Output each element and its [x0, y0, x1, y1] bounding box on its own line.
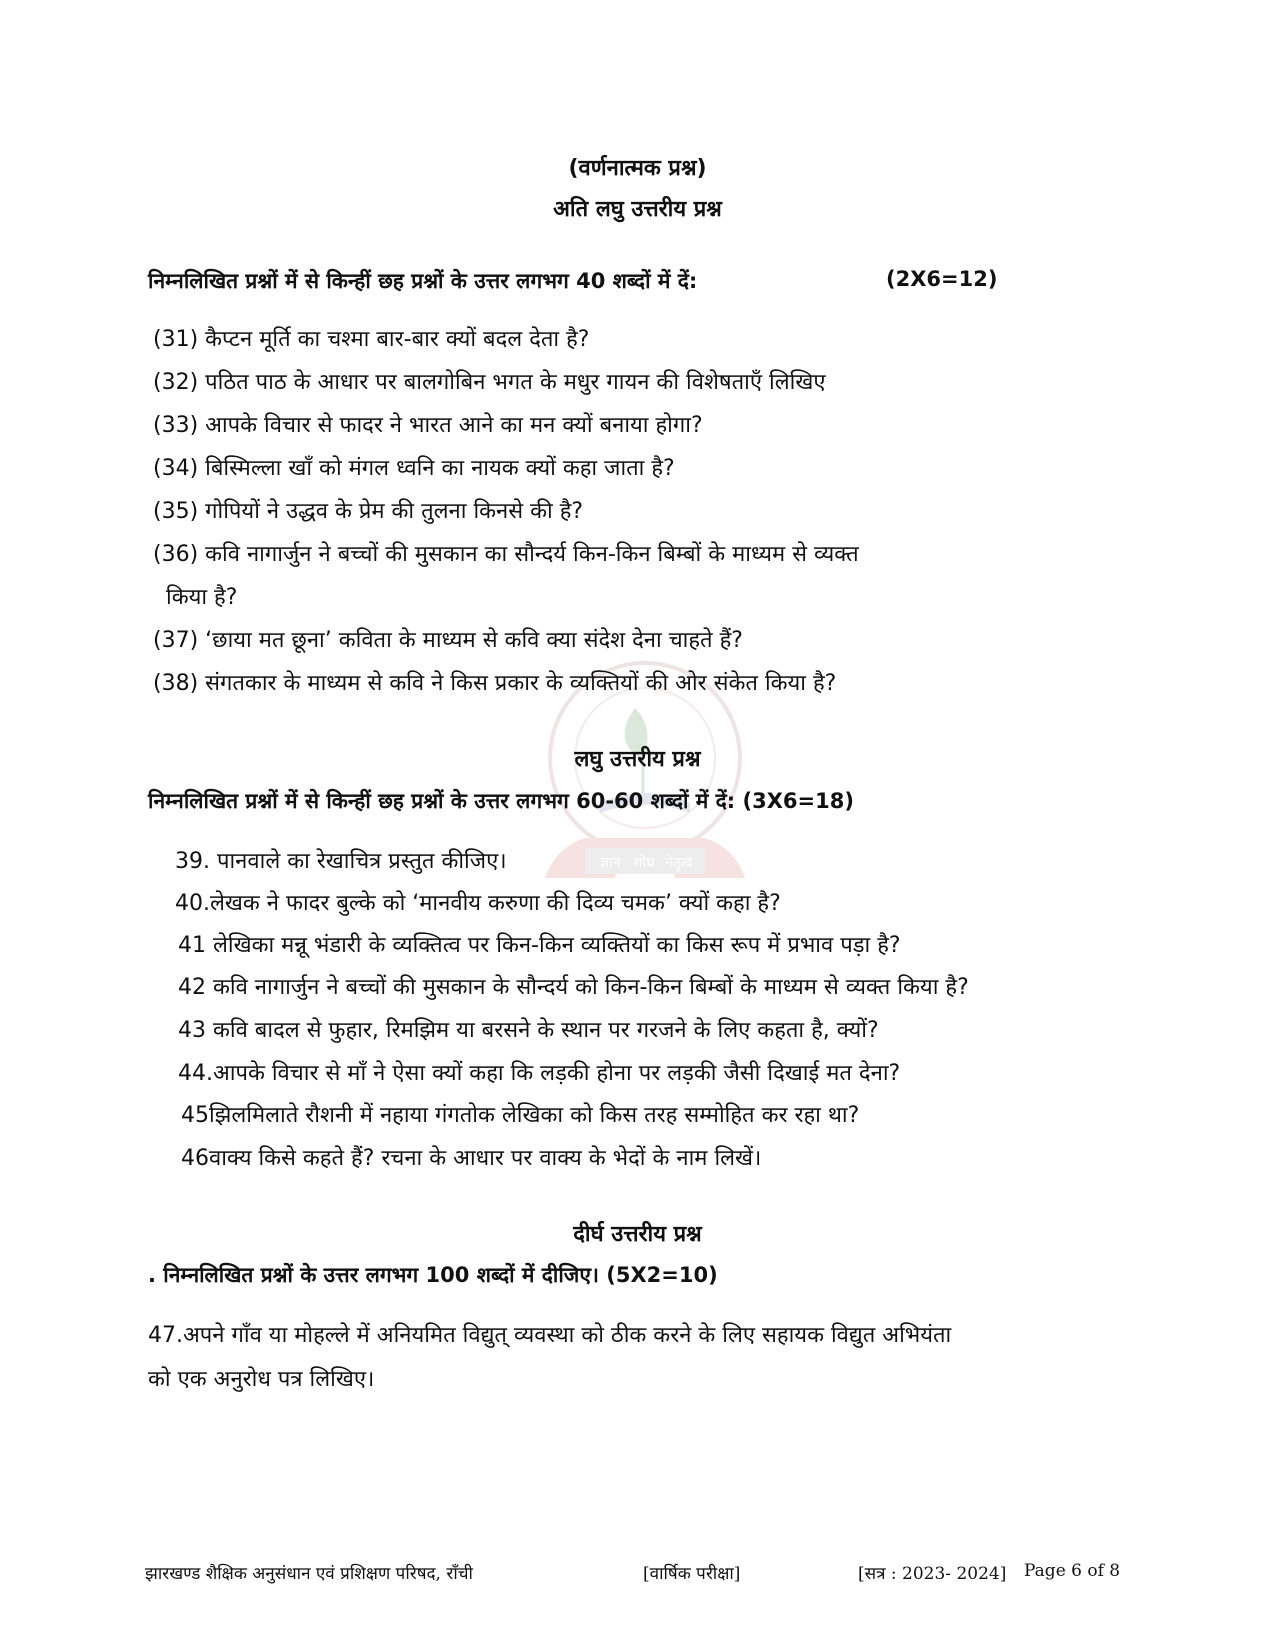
footer-page-number: Page 6 of 8	[1024, 1561, 1121, 1581]
footer-session: [सत्र : 2023- 2024]	[858, 1564, 1007, 1584]
question-33: (33) आपके विचार से फादर ने भारत आने का मन क्यों बनाया होगा?	[153, 413, 703, 438]
watermark-word-2: शोध	[633, 855, 655, 871]
question-44: 44.आपके विचार से माँ ने ऐसा क्यों कहा कि लड़की होना पर लड़की जैसी दिखाई मत देना?	[178, 1061, 901, 1086]
section-title-very-short: अति लघु उत्तरीय प्रश्न	[553, 197, 722, 222]
question-32: (32) पठित पाठ के आधार पर बालगोबिन भगत के मधुर गायन की विशेषताएँ लिखिए	[153, 370, 826, 395]
watermark-word-1: ज्ञान	[600, 855, 621, 871]
question-35: (35) गोपियों ने उद्धव के प्रेम की तुलना किनसे की है?	[153, 499, 584, 524]
long-instruction: . निम्नलिखित प्रश्नों के उत्तर लगभग 100 शब्दों में दीजिए। (5X2=10)	[148, 1263, 718, 1287]
footer-exam: [वार्षिक परीक्षा]	[643, 1564, 741, 1584]
very-short-instruction: निम्नलिखित प्रश्नों में से किन्हीं छह प्रश्नों के उत्तर लगभग 40 शब्दों में दें:	[148, 269, 698, 293]
section-title-short: लघु उत्तरीय प्रश्न	[574, 747, 701, 772]
section-subtitle: (वर्णनात्मक प्रश्न)	[568, 156, 707, 181]
section-title-long: दीर्घ उत्तरीय प्रश्न	[573, 1222, 702, 1247]
question-41: 41 लेखिका मन्नू भंडारी के व्यक्तित्व पर किन-किन व्यक्तियों का किस रूप में प्रभाव पड़ा है?	[178, 933, 901, 958]
question-47-continued: को एक अनुरोध पत्र लिखिए।	[148, 1367, 375, 1392]
question-36-continued: किया है?	[166, 585, 238, 610]
footer-organization: झारखण्ड शैक्षिक अनुसंधान एवं प्रशिक्षण परिषद, राँची	[145, 1564, 473, 1584]
watermark-word-3: नेतृत्व	[665, 855, 693, 871]
question-42: 42 कवि नागार्जुन ने बच्चों की मुसकान के सौन्दर्य को किन-किन बिम्बों के माध्यम से व्यक्त किया है?	[178, 975, 969, 1000]
question-34: (34) बिस्मिल्ला खाँ को मंगल ध्वनि का नायक क्यों कहा जाता है?	[153, 456, 675, 481]
question-38: (38) संगतकार के माध्यम से कवि ने किस प्रकार के व्यक्तियों की ओर संकेत किया है?	[153, 671, 837, 696]
question-31: (31) कैप्टन मूर्ति का चश्मा बार-बार क्यों बदल देता है?	[153, 327, 590, 352]
short-instruction: निम्नलिखित प्रश्नों में से किन्हीं छह प्रश्नों के उत्तर लगभग 60-60 शब्दों में दें: (3X6=18)	[148, 789, 854, 813]
question-46: 46वाक्य किसे कहते हैं? रचना के आधार पर वाक्य के भेदों के नाम लिखें।	[181, 1146, 762, 1171]
question-37: (37) ‘छाया मत छूना’ कविता के माध्यम से कवि क्या संदेश देना चाहते हैं?	[153, 628, 743, 653]
question-47: 47.अपने गाँव या मोहल्ले में अनियमित विद्युत् व्यवस्था को ठीक करने के लिए सहायक विद्युत अभियंता	[148, 1323, 952, 1348]
very-short-marks: (2X6=12)	[886, 267, 998, 291]
question-39: 39. पानवाले का रेखाचित्र प्रस्तुत कीजिए।	[175, 849, 507, 874]
question-36: (36) कवि नागार्जुन ने बच्चों की मुसकान का सौन्दर्य किन-किन बिम्बों के माध्यम से व्यक्त	[153, 542, 859, 567]
question-43: 43 कवि बादल से फुहार, रिमझिम या बरसने के स्थान पर गरजने के लिए कहता है, क्यों?	[178, 1018, 879, 1043]
question-45: 45झिलमिलाते रौशनी में नहाया गंगतोक लेखिका को किस तरह सम्मोहित कर रहा था?	[181, 1103, 860, 1128]
question-40: 40.लेखक ने फादर बुल्के को ‘मानवीय करुणा की दिव्य चमक’ क्यों कहा है?	[175, 891, 781, 916]
